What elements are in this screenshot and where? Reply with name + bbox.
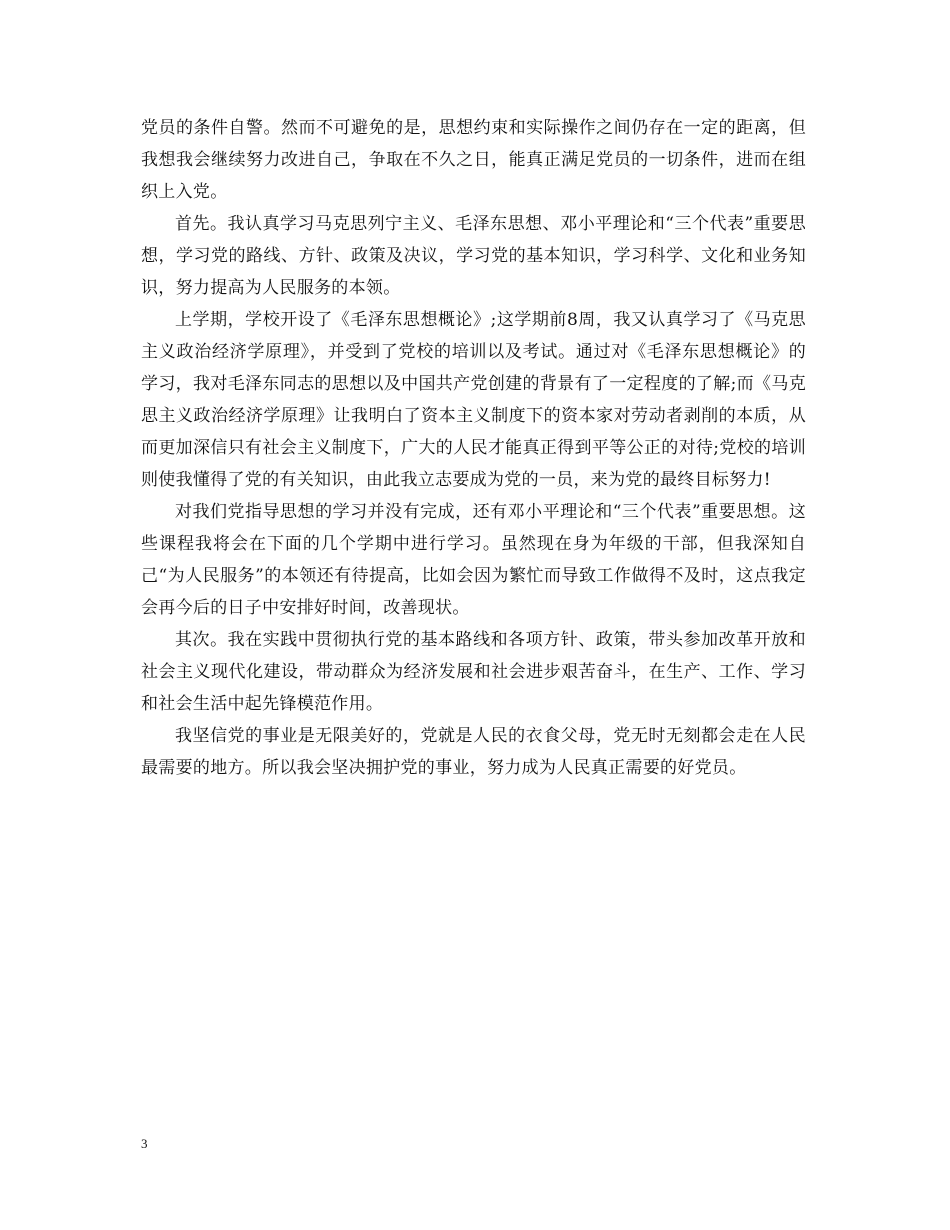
- paragraph-continuation: 党员的条件自警。然而不可避免的是，思想约束和实际操作之间仍存在一定的距离，但我想我会继续努力改进自己，争取在不久之日，能真正满足党员的一切条件，进而在组织上入党。: [141, 118, 806, 202]
- paragraph-study-courses: 上学期，学校开设了《毛泽东思想概论》;这学期前8周，我又认真学习了《马克思主义政治经济学原理》，并受到了党校的培训以及考试。通过对《毛泽东思想概论》的学习，我对毛泽东同志的思想以及中国共产党创建的背景有了一定程度的了解;而《马克思主义政治经济学原理》让我明白了资本主义制度下的资本家对劳动者剥削的本质，从而更加深信只有社会主义制度下，广大的人民才能真正得到平等公正的对待;党校的培训则使我懂得了党的有关知识，由此我立志要成为党的一员，来为党的最终目标努力!: [141, 310, 806, 490]
- paragraph-further-study: 对我们党指导思想的学习并没有完成，还有邓小平理论和“三个代表”重要思想。这些课程我将会在下面的几个学期中进行学习。虽然现在身为年级的干部，但我深知自己“为人民服务”的本领还有待提高，比如会因为繁忙而导致工作做得不及时，这点我定会再今后的日子中安排好时间，改善现状。: [141, 502, 806, 618]
- paragraph-conclusion: 我坚信党的事业是无限美好的，党就是人民的衣食父母，党无时无刻都会走在人民最需要的地方。所以我会坚决拥护党的事业，努力成为人民真正需要的好党员。: [141, 726, 806, 778]
- page-number: 3: [141, 1136, 148, 1151]
- document-body: [141, 112, 806, 784]
- paragraph-first-point: 首先。我认真学习马克思列宁主义、毛泽东思想、邓小平理论和“三个代表”重要思想，学习党的路线、方针、政策及决议，学习党的基本知识，学习科学、文化和业务知识，努力提高为人民服务的本领。: [141, 214, 806, 298]
- paragraph-second-point: 其次。我在实践中贯彻执行党的基本路线和各项方针、政策，带头参加改革开放和社会主义现代化建设，带动群众为经济发展和社会进步艰苦奋斗，在生产、工作、学习和社会生活中起先锋模范作用。: [141, 630, 806, 714]
